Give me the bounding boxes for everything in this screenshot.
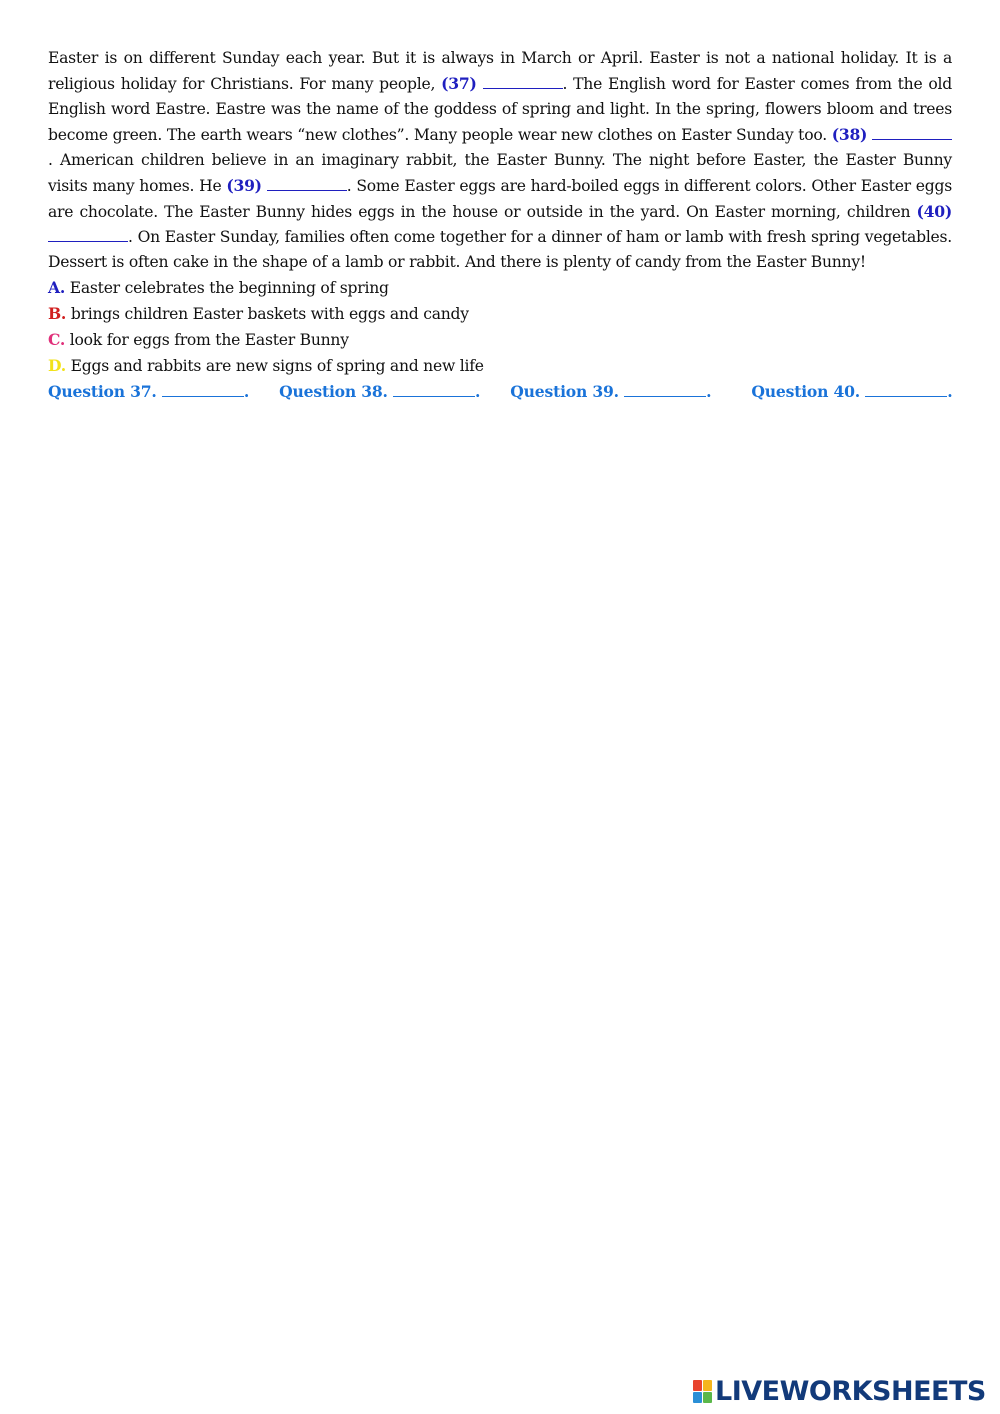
passage-text-3: . American children believe in an imaginary rabbit, the Easter Bunny. The night before Easter, the Easter Bunny visits many homes. He xyxy=(48,151,952,195)
answer-37-label: Question 37. xyxy=(48,382,157,401)
question-39-blank[interactable] xyxy=(267,176,347,191)
liveworksheets-logo-icon xyxy=(693,1380,712,1403)
passage-text-2: . The English word for Easter comes from the old English word Eastre. Eastre was the name of the goddess of spring and light. In the spring, flowers bloom and trees become green. The earth wears “new clothes”. Many people wear new clothes on Easter Sunday too. xyxy=(48,75,952,144)
option-b-text: brings children Easter baskets with eggs and candy xyxy=(70,305,469,323)
passage-text-1: Easter is on different Sunday each year. But it is always in March or April. Easter is not a national holiday. It is a religious holiday for Christians. For many people, xyxy=(48,49,952,93)
worksheet-page xyxy=(48,46,952,404)
liveworksheets-logo[interactable] xyxy=(693,1376,986,1407)
reading-passage xyxy=(48,46,952,275)
passage-text-5: . On Easter Sunday, families often come together for a dinner of ham or lamb with fresh spring vegetables. Dessert is often cake in the shape of a lamb or rabbit. And there is plenty of candy from the Easter Bunny! xyxy=(48,228,952,271)
option-d-text: Eggs and rabbits are new signs of spring and new life xyxy=(70,357,484,375)
question-39-number: (39) xyxy=(226,176,262,195)
answer-38-input[interactable] xyxy=(393,382,475,397)
answer-39: Question 39. . xyxy=(510,382,712,401)
answer-40-input[interactable] xyxy=(865,382,947,397)
question-37-number: (37) xyxy=(441,74,477,93)
answer-37-input[interactable] xyxy=(162,382,244,397)
answer-40-label: Question 40. xyxy=(751,382,861,401)
question-37-blank[interactable] xyxy=(483,74,563,89)
option-c-text: look for eggs from the Easter Bunny xyxy=(69,331,349,349)
answer-40: Question 40. . xyxy=(751,382,953,401)
answer-38-label: Question 38. xyxy=(279,382,388,401)
answer-39-label: Question 39. xyxy=(510,382,619,401)
option-a-letter: A. xyxy=(48,278,66,297)
passage-text-4: . Some Easter eggs are hard-boiled eggs in different colors. Other Easter eggs are chocolate. The Easter Bunny hides eggs in the house or outside in the yard. On Easter morning, children xyxy=(48,177,952,221)
question-38-blank[interactable] xyxy=(872,125,952,140)
option-b xyxy=(48,301,952,327)
option-d-letter: D. xyxy=(48,356,66,375)
logo-text: LIVEWORKSHEETS xyxy=(715,1376,986,1407)
answer-39-input[interactable] xyxy=(624,382,706,397)
option-a xyxy=(48,275,952,301)
option-a-text: Easter celebrates the beginning of spring xyxy=(69,279,389,297)
option-b-letter: B. xyxy=(48,304,67,323)
option-d xyxy=(48,353,952,379)
question-40-blank[interactable] xyxy=(48,227,128,242)
option-c xyxy=(48,327,952,353)
option-c-letter: C. xyxy=(48,330,66,349)
question-40-number: (40) xyxy=(916,202,952,221)
answer-row xyxy=(48,379,952,404)
answer-38: Question 38. . xyxy=(279,382,481,401)
answer-37: Question 37. . xyxy=(48,382,250,401)
question-38-number: (38) xyxy=(831,125,868,144)
options-list xyxy=(48,275,952,379)
